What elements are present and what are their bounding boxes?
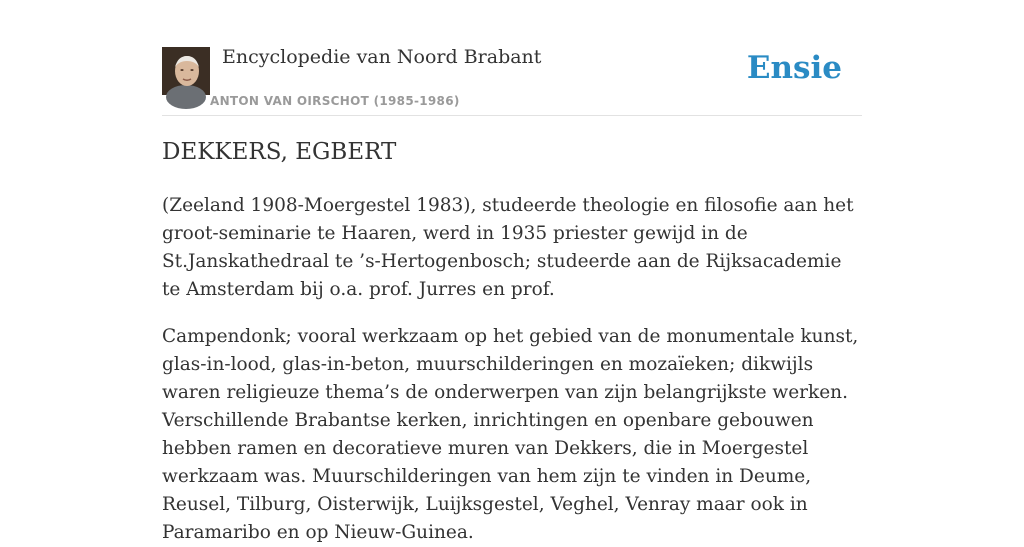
entry-paragraph: (Zeeland 1908-Moergestel 1983), studeerde theologie en filosofie aan het groot-seminarie te Haaren, werd in 1935 priester gewijd in de St.Janskathedraal te ’s-Hertogenbosch; studeerde aan de Rijksacademie te Amsterdam bij o.a. prof. Jurres en prof. xyxy=(162,195,854,300)
ensie-logo[interactable]: Ensie xyxy=(746,50,842,86)
page-container xyxy=(162,0,862,543)
page-header xyxy=(162,0,862,116)
author-name[interactable]: ANTON VAN OIRSCHOT (1985-1986) xyxy=(210,94,460,108)
source-title[interactable]: Encyclopedie van Noord Brabant xyxy=(222,46,542,68)
author-avatar[interactable] xyxy=(162,47,210,95)
author-portrait-icon xyxy=(162,47,210,95)
entry-title: DEKKERS, EGBERT xyxy=(162,139,397,165)
entry-paragraph: Campendonk; vooral werkzaam op het gebied van de monumentale kunst, glas-in-lood, glas-in-beton, muurschilderingen en mozaïeken; dikwijls waren religieuze thema’s de onderwerpen van zijn belangrijkste werken. Verschillende Brabantse kerken, inrichtingen en openbare gebouwen hebben ramen en decoratieve muren van Dekkers, die in Moergestel werkzaam was. Muurschilderingen van hem zijn te vinden in Deume, Reusel, Tilburg, Oisterwijk, Luijksgestel, Veghel, Venray maar ook in Paramaribo en op Nieuw-Guinea. xyxy=(162,326,859,543)
